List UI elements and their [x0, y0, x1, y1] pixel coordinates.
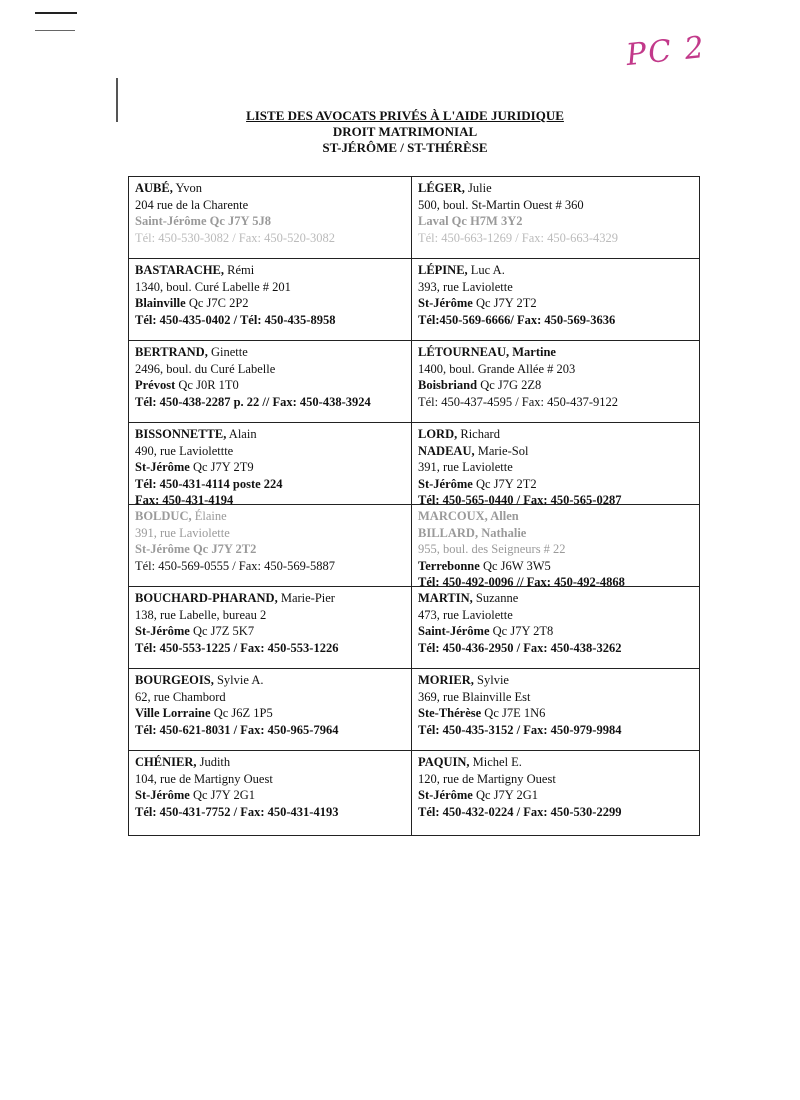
entry-line: 104, rue de Martigny Ouest: [135, 771, 273, 786]
entry-line: Tél: 450-435-0402 / Tél: 450-435-8958: [135, 312, 336, 327]
entry-name-bold: St-Jérôme: [418, 476, 473, 491]
entry-name-rest: Qc J7Y 2T9: [189, 460, 254, 474]
entry-name-rest: Judith: [196, 755, 231, 769]
entry-line: Tél: 450-553-1225 / Fax: 450-553-1226: [135, 640, 339, 655]
entry-line: Tél: 450-432-0224 / Fax: 450-530-2299: [418, 804, 622, 819]
entry-line: 62, rue Chambord: [135, 689, 226, 704]
entry-name-rest: Qc J6W 3W5: [479, 558, 551, 573]
entry-line: [418, 754, 693, 771]
entry-line: [418, 476, 693, 493]
table-row: [129, 587, 699, 669]
entry-name-rest: Qc J7C 2P2: [185, 296, 249, 310]
entry-name-rest: Michel E.: [469, 755, 522, 769]
lawyer-entry: [412, 587, 699, 668]
entry-line: 204 rue de la Charente: [135, 197, 249, 212]
entry-name-bold: AUBÉ,: [135, 181, 173, 195]
entry-line: 490, rue Laviolettte: [135, 443, 234, 458]
entry-name-rest: Rémi: [224, 263, 255, 277]
entry-line: [418, 672, 693, 689]
entry-line: Fax: 450-431-4194: [135, 493, 234, 507]
lawyer-entry: [129, 587, 412, 668]
entry-name-bold: MARTIN,: [418, 591, 473, 605]
entry-name-bold: CHÉNIER,: [135, 755, 197, 769]
entry-line: 138, rue Labelle, bureau 2: [135, 607, 267, 622]
entry-name-rest: Qc J0R 1T0: [175, 378, 239, 392]
entry-name-rest: Qc J7Z 5K7: [189, 624, 255, 638]
entry-line: [135, 787, 405, 804]
handwritten-annotation: PC 2: [624, 29, 708, 74]
lawyer-entry: [129, 341, 412, 422]
entry-name-bold: St-Jérôme: [135, 788, 190, 802]
entry-line: [418, 180, 693, 197]
entry-name-rest: Qc J6Z 1P5: [210, 706, 273, 720]
header-title: LISTE DES AVOCATS PRIVÉS À L'AIDE JURIDIQUE: [246, 108, 564, 123]
entry-line: Tél:450-569-6666/ Fax: 450-569-3636: [418, 312, 616, 327]
entry-line: MARCOUX, Allen: [418, 509, 519, 523]
entry-line: [418, 262, 693, 279]
entry-name-bold: BOLDUC,: [135, 509, 192, 523]
entry-line: 1340, boul. Curé Labelle # 201: [135, 279, 291, 294]
lawyer-table: [128, 176, 700, 836]
entry-name-bold: PAQUIN,: [418, 755, 470, 769]
entry-name-bold: BISSONNETTE,: [135, 427, 227, 441]
table-row: [129, 669, 699, 751]
entry-line: 2496, boul. du Curé Labelle: [135, 361, 276, 376]
entry-name-bold: St-Jérôme: [418, 296, 473, 310]
entry-line: [418, 295, 693, 312]
entry-line: [418, 558, 693, 575]
entry-line: 391, rue Laviolette: [418, 460, 513, 474]
entry-name-bold: St-Jérôme: [418, 788, 473, 802]
entry-name-bold: NADEAU,: [418, 443, 475, 458]
scan-mark-top: [35, 12, 77, 14]
table-row: [129, 177, 699, 259]
entry-name-rest: Alain: [226, 427, 257, 441]
entry-line: [135, 295, 405, 312]
entry-name-rest: Qc J7Y 2T2: [472, 296, 537, 310]
entry-name-rest: Marie-Pier: [277, 591, 335, 605]
entry-name-bold: Saint-Jérôme: [418, 624, 490, 638]
entry-line: [418, 443, 693, 460]
entry-line: [135, 672, 405, 689]
entry-line: [135, 590, 405, 607]
entry-name-rest: Ginette: [207, 345, 248, 359]
entry-line: Tél: 450-492-0096 // Fax: 450-492-4868: [418, 575, 625, 589]
entry-line: [135, 459, 405, 476]
entry-line: [418, 377, 693, 394]
lawyer-entry: [129, 751, 412, 835]
table-row: [129, 341, 699, 423]
entry-name-bold: Ste-Thérèse: [418, 706, 482, 720]
entry-name-bold: BOURGEOIS,: [135, 673, 214, 687]
entry-line: BILLARD, Nathalie: [418, 525, 527, 540]
entry-line: 1400, boul. Grande Allée # 203: [418, 361, 576, 376]
entry-name-rest: Julie: [464, 181, 492, 195]
entry-name-bold: Boisbriand: [418, 378, 478, 392]
entry-name-rest: Élaine: [191, 509, 227, 523]
entry-name-bold: St-Jérôme: [135, 624, 190, 638]
entry-name-rest: Qc J7Y 2G1: [189, 788, 255, 802]
entry-name-bold: St-Jérôme: [135, 460, 190, 474]
document-header: [0, 108, 800, 156]
entry-name-bold: BASTARACHE,: [135, 263, 225, 277]
entry-name-bold: LÉGER,: [418, 181, 465, 195]
entry-line: Tél: 450-569-0555 / Fax: 450-569-5887: [135, 558, 335, 573]
entry-line: [135, 344, 405, 361]
table-row: [129, 505, 699, 587]
entry-line: [418, 426, 693, 443]
entry-line: St-Jérôme Qc J7Y 2T2: [135, 542, 257, 556]
entry-line: Saint-Jérôme Qc J7Y 5J8: [135, 214, 271, 228]
header-subtitle: DROIT MATRIMONIAL: [332, 124, 478, 139]
entry-line: 955, boul. des Seigneurs # 22: [418, 542, 566, 556]
entry-name-bold: Prévost: [135, 378, 176, 392]
header-location: ST-JÉRÔME / ST-THÉRÈSE: [322, 140, 488, 155]
entry-line: [135, 262, 405, 279]
entry-line: Tél: 450-437-4595 / Fax: 450-437-9122: [418, 394, 618, 409]
entry-line: Tél: 450-436-2950 / Fax: 450-438-3262: [418, 640, 622, 655]
entry-line: 500, boul. St-Martin Ouest # 360: [418, 197, 584, 212]
scan-mark-top-faint: [35, 30, 75, 31]
entry-name-bold: LORD,: [418, 427, 458, 441]
lawyer-entry: [412, 259, 699, 340]
entry-line: [135, 705, 405, 722]
entry-line: [418, 705, 693, 722]
entry-line: Tél: 450-431-7752 / Fax: 450-431-4193: [135, 804, 339, 819]
lawyer-entry: [412, 177, 699, 258]
lawyer-entry: [412, 505, 699, 589]
entry-line: [135, 426, 405, 443]
entry-line: 120, rue de Martigny Ouest: [418, 771, 556, 786]
entry-line: Tél: 450-565-0440 / Fax: 450-565-0287: [418, 493, 622, 507]
entry-line: [135, 754, 405, 771]
entry-name-bold: Terrebonne: [418, 558, 480, 573]
table-row: [129, 259, 699, 341]
entry-line: [418, 590, 693, 607]
lawyer-entry: [129, 259, 412, 340]
entry-name-rest: Sylvie: [473, 673, 509, 687]
entry-line: 473, rue Laviolette: [418, 607, 513, 622]
entry-name-rest: Qc J7Y 2G1: [472, 788, 538, 802]
entry-name-rest: Richard: [457, 427, 500, 441]
entry-name-rest: Luc A.: [467, 263, 505, 277]
entry-name-rest: Qc J7E 1N6: [481, 706, 546, 720]
entry-line: [135, 623, 405, 640]
entry-name-bold: LÉPINE,: [418, 263, 468, 277]
entry-line: Tél: 450-530-3082 / Fax: 450-520-3082: [135, 230, 335, 245]
lawyer-entry: [129, 423, 412, 507]
entry-name-bold: Ville Lorraine: [135, 706, 211, 720]
entry-line: [135, 508, 405, 525]
lawyer-entry: [412, 341, 699, 422]
entry-line: Tél: 450-431-4114 poste 224: [135, 476, 283, 491]
lawyer-entry: [129, 669, 412, 750]
table-row: [129, 751, 699, 835]
table-row: [129, 423, 699, 505]
entry-name-bold: BOUCHARD-PHARAND,: [135, 591, 278, 605]
entry-line: Tél: 450-621-8031 / Fax: 450-965-7964: [135, 722, 339, 737]
entry-name-rest: Suzanne: [472, 591, 519, 605]
entry-name-rest: Qc J7Y 2T8: [489, 624, 554, 638]
entry-name-rest: Qc J7G 2Z8: [477, 378, 542, 392]
lawyer-entry: [412, 751, 699, 835]
entry-line: 391, rue Laviolette: [135, 525, 230, 540]
lawyer-entry: [129, 505, 412, 586]
lawyer-entry: [412, 669, 699, 750]
entry-line: [418, 787, 693, 804]
entry-name-rest: Yvon: [172, 181, 203, 195]
entry-name-rest: Marie-Sol: [474, 443, 529, 458]
lawyer-entry: [412, 423, 699, 507]
entry-line: Laval Qc H7M 3Y2: [418, 214, 523, 228]
entry-name-bold: Blainville: [135, 296, 186, 310]
entry-line: [135, 180, 405, 197]
entry-name-bold: BERTRAND,: [135, 345, 208, 359]
entry-line: Tél: 450-438-2287 p. 22 // Fax: 450-438-3924: [135, 394, 371, 409]
entry-line: [418, 623, 693, 640]
entry-line: [135, 377, 405, 394]
entry-line: Tél: 450-435-3152 / Fax: 450-979-9984: [418, 722, 622, 737]
entry-line: Tél: 450-663-1269 / Fax: 450-663-4329: [418, 230, 618, 245]
entry-name-bold: MORIER,: [418, 673, 474, 687]
lawyer-entry: [129, 177, 412, 258]
entry-line: 369, rue Blainville Est: [418, 689, 531, 704]
entry-line: LÉTOURNEAU, Martine: [418, 345, 556, 359]
entry-name-rest: Qc J7Y 2T2: [472, 476, 537, 491]
entry-line: 393, rue Laviolette: [418, 279, 513, 294]
entry-name-rest: Sylvie A.: [213, 673, 264, 687]
